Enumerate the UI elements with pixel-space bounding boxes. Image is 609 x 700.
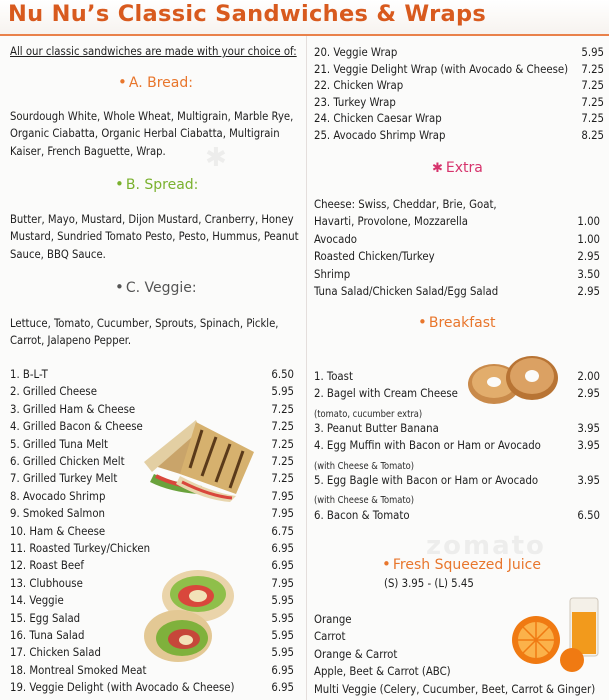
item-name: 12. Roast Beef [10, 559, 84, 573]
item-price: 7.95 [271, 489, 294, 503]
item-name: 6. Grilled Chicken Melt [10, 455, 125, 468]
item-name: 1. Toast [314, 370, 353, 383]
veggie-heading: • C. Veggie: [115, 278, 197, 296]
bagel-illustration [466, 352, 562, 410]
menu-item [10, 383, 294, 400]
item-price: 3.50 [577, 267, 600, 281]
item-name: 6. Bacon & Tomato [314, 509, 410, 522]
bullet-icon: • [382, 555, 391, 573]
item-price: 7.25 [271, 472, 294, 486]
item-price: 6.75 [271, 524, 294, 538]
item-price: 3.95 [577, 474, 600, 487]
item-name: 4. Egg Muffin with Bacon or Ham or Avocado [314, 439, 541, 452]
breakfast-heading: • Breakfast [418, 313, 496, 331]
item-price: 7.25 [271, 437, 294, 451]
item-name: 23. Turkey Wrap [314, 95, 396, 109]
item-name: Avocado [314, 232, 358, 246]
item-name: 21. Veggie Delight Wrap (with Avocado & Cheese) [314, 62, 569, 76]
veggie-options: Lettuce, Tomato, Cucumber, Sprouts, Spinach, Pickle, Carrot, Jalapeno Pepper. [10, 317, 279, 348]
bread-heading: • A. Bread: [118, 73, 193, 91]
item-price: 5.95 [271, 611, 294, 625]
item-name: 8. Avocado Shrimp [10, 489, 106, 503]
menu-item [10, 366, 294, 383]
item-name: 19. Veggie Delight (with Avocado & Cheese) [10, 681, 235, 695]
watermark: ✱ [205, 143, 229, 173]
item-name: 24. Chicken Caesar Wrap [314, 112, 442, 125]
menu-item [314, 213, 600, 230]
item-price: 1.00 [577, 232, 600, 246]
menu-item [314, 507, 600, 524]
wrap-illustration [138, 566, 240, 668]
menu-item [314, 61, 604, 78]
item-name: 10. Ham & Cheese [10, 524, 106, 538]
item-price: 6.95 [271, 559, 294, 573]
item-price: 3.95 [577, 422, 600, 435]
menu-item [314, 110, 604, 127]
spread-options: Butter, Mayo, Mustard, Dijon Mustard, Cranberry, Honey Mustard, Sundried Tomato Pesto, Pesto, Hummus, Peanut Sauce, BBQ Sauce. [10, 213, 299, 261]
item-price: 8.25 [581, 128, 604, 142]
juice-item: Orange [314, 613, 352, 626]
item-price: 5.95 [271, 629, 294, 642]
item-name: Tuna Salad/Chicken Salad/Egg Salad [314, 285, 499, 298]
item-price: 6.50 [271, 368, 294, 381]
item-name: 5. Egg Bagle with Bacon or Ham or Avocado [314, 474, 539, 487]
item-name: 17. Chicken Salad [10, 646, 101, 660]
bullet-icon: • [118, 73, 127, 91]
item-name: 22. Chicken Wrap [314, 79, 404, 92]
item-price: 1.00 [577, 215, 600, 229]
item-price: 7.25 [581, 62, 604, 76]
item-name: Havarti, Provolone, Mozzarella [314, 215, 468, 229]
item-price: 5.95 [271, 594, 294, 608]
menu-item [314, 266, 600, 283]
item-price: 7.25 [271, 455, 294, 468]
item-name: 4. Grilled Bacon & Cheese [10, 420, 143, 434]
item-price: 6.95 [271, 542, 294, 555]
item-name: Cheese: Swiss, Cheddar, Brie, Goat, [314, 198, 497, 211]
menu-item [314, 283, 600, 300]
item-price: 3.95 [577, 439, 600, 452]
item-price: 2.00 [577, 370, 600, 383]
menu-item [314, 77, 604, 94]
item-name: Shrimp [314, 267, 351, 281]
menu-item [314, 127, 604, 144]
item-price: 7.25 [581, 95, 604, 109]
item-name: 5. Grilled Tuna Melt [10, 437, 109, 451]
item-price: 7.95 [271, 507, 294, 521]
menu-item [10, 505, 294, 522]
sandwich-illustration [140, 412, 260, 504]
item-name: 2. Grilled Cheese [10, 385, 97, 399]
item-name: 2. Bagel with Cream Cheese [314, 387, 458, 400]
item-price: 2.95 [577, 387, 600, 400]
menu-item [314, 94, 604, 111]
item-name: 25. Avocado Shrimp Wrap [314, 128, 446, 142]
bullet-icon: • [115, 175, 124, 193]
item-name: 15. Egg Salad [10, 611, 81, 625]
juice-item: Apple, Beet & Carrot (ABC) [314, 665, 451, 679]
page-title: Nu Nu’s Classic Sandwiches & Wraps [8, 1, 487, 27]
menu-item [314, 196, 600, 213]
juice-item: Carrot [314, 630, 346, 644]
item-price: 7.25 [271, 402, 294, 416]
menu-item [314, 248, 600, 265]
item-price: 2.95 [577, 285, 600, 298]
bullet-icon: • [115, 278, 124, 296]
item-name: Roasted Chicken/Turkey [314, 250, 435, 264]
spread-heading: • B. Spread: [115, 175, 199, 193]
item-price: 6.95 [271, 681, 294, 695]
column-divider [306, 36, 307, 700]
item-price: 6.95 [271, 663, 294, 677]
item-price: 5.95 [581, 46, 604, 59]
item-price: 6.50 [577, 509, 600, 522]
title-bar [0, 0, 609, 36]
menu-item [10, 540, 294, 557]
item-price: 7.25 [271, 420, 294, 434]
watermark: zomato [426, 531, 546, 561]
item-name: 13. Clubhouse [10, 576, 83, 590]
item-name: 1. B-L-T [10, 368, 48, 381]
item-price: 5.95 [271, 385, 294, 399]
menu-item [314, 437, 600, 454]
bullet-icon: • [418, 313, 427, 331]
muffin-note: (with Cheese & Tomato) [314, 461, 415, 472]
item-name: 14. Veggie [10, 594, 64, 608]
item-name: 18. Montreal Smoked Meat [10, 663, 147, 677]
menu-item [314, 44, 604, 61]
item-name: 9. Smoked Salmon [10, 507, 105, 521]
orange-juice-illustration [506, 594, 608, 674]
item-name: 20. Veggie Wrap [314, 46, 398, 59]
extra-heading: ✱ Extra [432, 160, 483, 176]
intro-text: All our classic sandwiches are made with your choice of: [10, 45, 297, 58]
item-name: 16. Tuna Salad [10, 629, 85, 642]
menu-item [314, 231, 600, 248]
bagel-note: (tomato, cucumber extra) [314, 409, 423, 420]
item-price: 5.95 [271, 646, 294, 660]
juice-sizes: (S) 3.95 - (L) 5.45 [384, 577, 474, 590]
item-price: 7.25 [581, 112, 604, 125]
juice-heading: • Fresh Squeezed Juice [382, 555, 541, 573]
asterisk-icon: ✱ [432, 161, 443, 176]
item-price: 2.95 [577, 250, 600, 264]
item-price: 7.95 [271, 576, 294, 590]
juice-item: Multi Veggie (Celery, Cucumber, Beet, Carrot & Ginger) [314, 682, 596, 696]
menu-item [10, 523, 294, 540]
menu-item [10, 679, 294, 696]
item-name: 7. Grilled Turkey Melt [10, 472, 118, 486]
item-name: 3. Peanut Butter Banana [314, 422, 439, 435]
item-name: 3. Grilled Ham & Cheese [10, 402, 136, 416]
juice-item: Orange & Carrot [314, 647, 398, 661]
item-price: 7.25 [581, 79, 604, 92]
item-name: 11. Roasted Turkey/Chicken [10, 542, 151, 555]
egg-bagle-note: (with Cheese & Tomato) [314, 495, 415, 506]
bread-options: Sourdough White, Whole Wheat, Multigrain, Marble Rye, Organic Ciabatta, Organic Herbal Ciabatta, Multigrain Kaiser, French Baguette, Wrap. [10, 110, 294, 158]
